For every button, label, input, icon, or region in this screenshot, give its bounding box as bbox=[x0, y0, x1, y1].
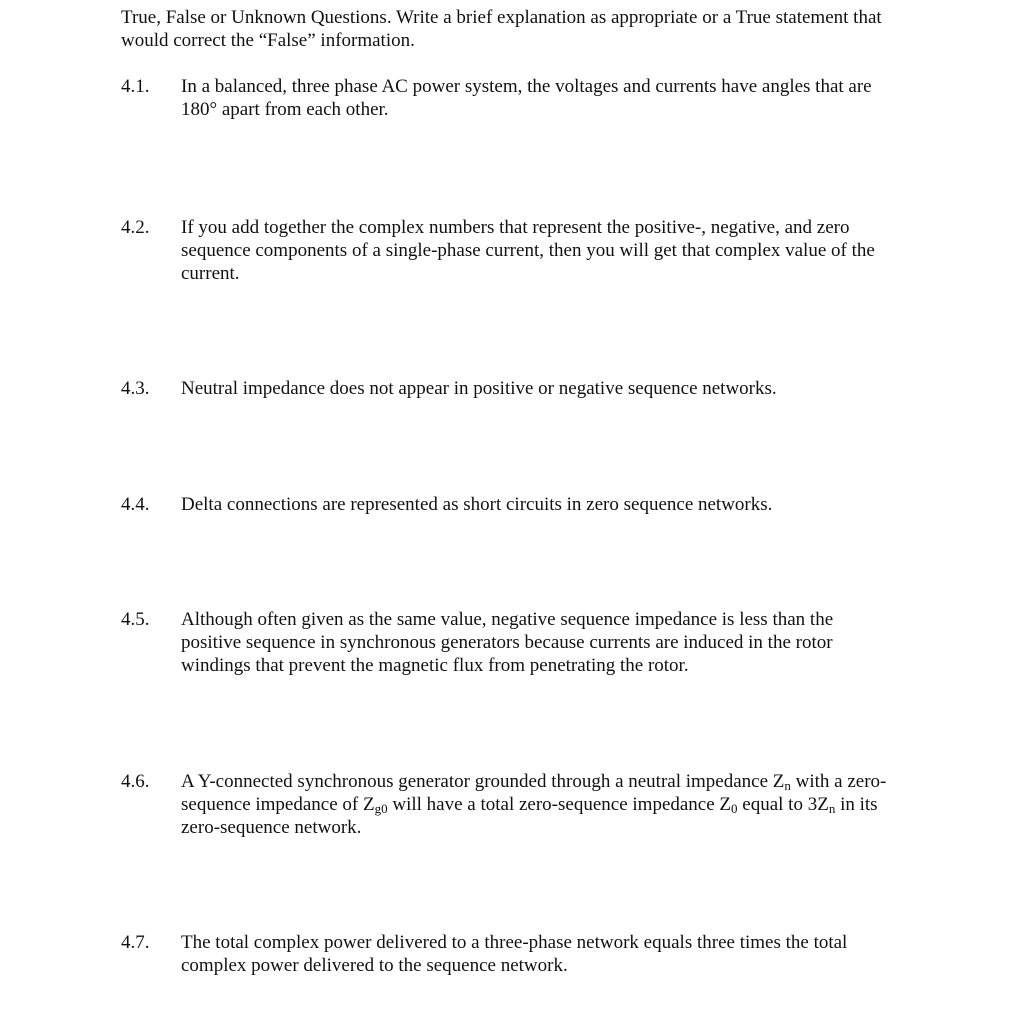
question-text: The total complex power delivered to a three-phase network equals three times the total complex power delivered to the sequence network. bbox=[181, 932, 848, 976]
question-text-part: A Y-connected synchronous generator grounded through a neutral impedance Z bbox=[181, 771, 785, 792]
subscript: 0 bbox=[731, 801, 738, 816]
question-text-part: in its zero-sequence network. bbox=[181, 794, 878, 838]
question-number: 4.1. bbox=[121, 76, 150, 97]
question-text: If you add together the complex numbers that represent the positive-, negative, and zero sequence components of a single-phase current, then you will get that complex value of the current. bbox=[181, 217, 875, 284]
question-text bbox=[181, 770, 893, 839]
question-text-part: equal to 3Z bbox=[737, 794, 829, 815]
question-text: Delta connections are represented as short circuits in zero sequence networks. bbox=[181, 494, 773, 515]
subscript: g0 bbox=[374, 801, 388, 816]
question-number: 4.2. bbox=[121, 217, 150, 238]
question-number: 4.3. bbox=[121, 378, 150, 399]
question-text: Although often given as the same value, negative sequence impedance is less than the positive sequence in synchronous generators because currents are induced in the rotor windings that prevent the magnetic flux from penetrating the rotor. bbox=[181, 609, 834, 676]
question-number: 4.4. bbox=[121, 494, 150, 515]
instructions-text: True, False or Unknown Questions. Write a brief explanation as appropriate or a True statement that would correct the “False” information. bbox=[121, 7, 882, 51]
question-text-part: with a zero-sequence impedance of Z bbox=[181, 771, 887, 815]
subscript: n bbox=[784, 778, 791, 793]
subscript: n bbox=[828, 801, 836, 816]
question-text-part: will have a total zero-sequence impedance Z bbox=[387, 794, 732, 815]
question-number: 4.7. bbox=[121, 932, 150, 953]
question-number: 4.6. bbox=[121, 771, 150, 792]
question-text: Neutral impedance does not appear in positive or negative sequence networks. bbox=[181, 378, 777, 399]
question-text: In a balanced, three phase AC power system, the voltages and currents have angles that are 180° apart from each other. bbox=[181, 76, 872, 120]
question-number: 4.5. bbox=[121, 609, 150, 630]
